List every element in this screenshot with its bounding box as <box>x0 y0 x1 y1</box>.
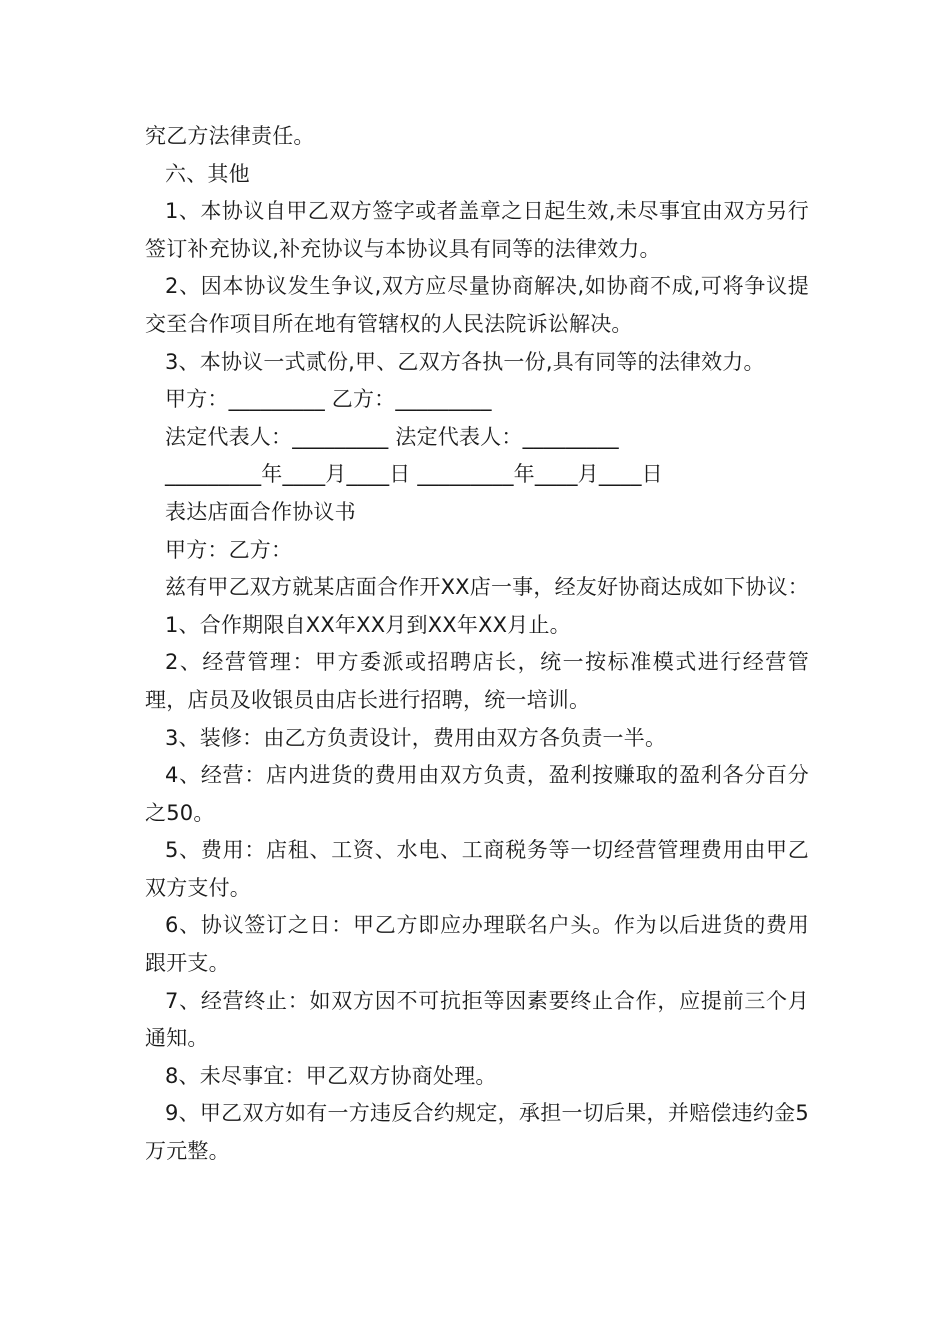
clause-item: 6、协议签订之日：甲乙方即应办理联名户头。作为以后进货的费用跟开支。 <box>145 913 809 976</box>
clause-item: 9、甲乙双方如有一方违反合约规定，承担一切后果，并赔偿违约金5万元整。 <box>145 1101 809 1164</box>
paragraph: 3、本协议一式贰份,甲、乙双方各执一份,具有同等的法律效力。 <box>165 349 765 374</box>
clause-item: 4、经营：店内进货的费用由双方负责，盈利按赚取的盈利各分百分之50。 <box>145 763 809 825</box>
signature-line-dates: _________年____月____日 _________年____月____日 <box>165 462 663 487</box>
clause-item: 5、费用：店租、工资、水电、工商税务等一切经营管理费用由甲乙双方支付。 <box>145 838 809 900</box>
signature-line-representatives: 法定代表人：_________ 法定代表人：_________ <box>165 424 619 449</box>
document-page <box>145 118 809 1171</box>
clause-item: 1、合作期限自XX年XX月到XX年XX月止。 <box>165 612 571 637</box>
paragraph: 2、因本协议发生争议,双方应尽量协商解决,如协商不成,可将争议提交至合作项目所在地有管辖权的人民法院诉讼解决。 <box>145 274 809 336</box>
document-title: 表达店面合作协议书 <box>165 499 356 524</box>
clause-item: 7、经营终止：如双方因不可抗拒等因素要终止合作，应提前三个月通知。 <box>145 988 809 1051</box>
clause-item: 3、装修：由乙方负责设计，费用由双方各负责一半。 <box>165 725 667 750</box>
section-heading: 六、其他 <box>165 161 250 186</box>
clause-item: 8、未尽事宜：甲乙双方协商处理。 <box>165 1063 497 1088</box>
parties-line: 甲方：乙方： <box>165 537 293 562</box>
paragraph: 1、本协议自甲乙双方签字或者盖章之日起生效,未尽事宜由双方另行签订补充协议,补充协议与本协议具有同等的法律效力。 <box>145 199 809 261</box>
paragraph: 究乙方法律责任。 <box>145 124 315 148</box>
paragraph: 兹有甲乙双方就某店面合作开XX店一事，经友好协商达成如下协议： <box>165 575 809 600</box>
signature-line-parties: 甲方：_________ 乙方：_________ <box>165 387 492 412</box>
clause-item: 2、经营管理：甲方委派或招聘店长，统一按标准模式进行经营管理，店员及收银员由店长进行招聘，统一培训。 <box>145 650 809 712</box>
